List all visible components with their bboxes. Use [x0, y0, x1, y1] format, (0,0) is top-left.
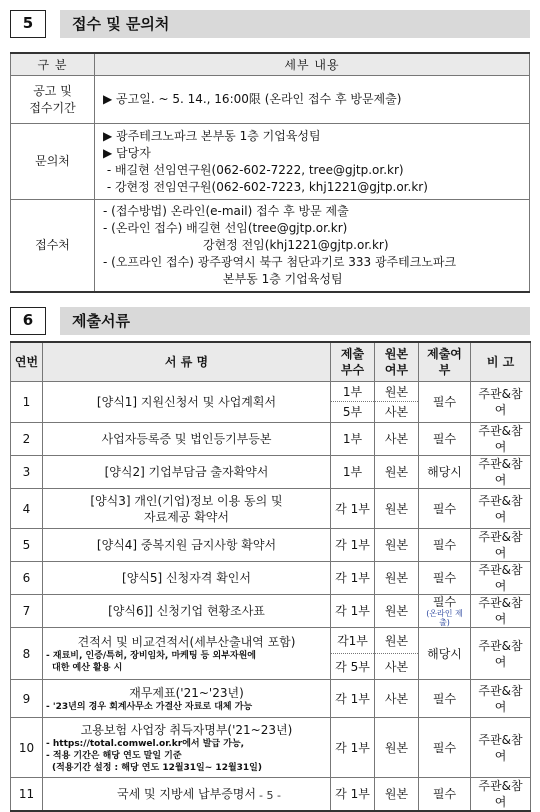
row-count: 각 1부	[331, 595, 375, 628]
row-name-line: 재무제표('21~'23년)	[129, 685, 244, 700]
row-note: (적용기간 설정 : 해당 연도 12월31일~ 12월31일)	[52, 762, 262, 773]
submit-note: (온라인 제출)	[426, 608, 463, 627]
table-row	[11, 595, 531, 628]
row-submit	[419, 595, 471, 628]
row-label: 접수처	[11, 200, 95, 292]
row-original: 원본	[375, 529, 419, 562]
row-name: [양식5] 신청자격 확인서	[43, 562, 331, 595]
body-line: ▶ 광주테크노파크 본부동 1층 기업육성팀	[103, 128, 321, 143]
row-note: - https://total.comwel.or.kr에서 발급 가능,	[46, 738, 245, 749]
col-header-category: 구 분	[11, 53, 95, 76]
table-header-row	[11, 53, 530, 76]
table-row	[11, 382, 531, 402]
row-note: - 적용 기간은 해당 연도 말일 기준	[46, 750, 182, 761]
row-no: 9	[11, 680, 43, 718]
row-count: 각 5부	[331, 654, 375, 680]
row-label-line: 공고 및	[33, 83, 72, 98]
row-remark: 주관&참여	[471, 628, 531, 680]
table-row	[11, 76, 530, 124]
row-name	[43, 628, 331, 680]
row-remark: 주관&참여	[471, 778, 531, 812]
row-submit: 필수	[419, 778, 471, 812]
row-submit: 필수	[419, 423, 471, 456]
row-remark: 주관&참여	[471, 562, 531, 595]
row-submit: 필수	[419, 382, 471, 423]
row-no: 5	[11, 529, 43, 562]
row-remark: 주관&참여	[471, 382, 531, 423]
row-body	[95, 200, 530, 292]
submit-value: 필수	[432, 594, 457, 609]
row-no: 11	[11, 778, 43, 812]
row-no: 1	[11, 382, 43, 423]
col-header-no: 연번	[11, 342, 43, 382]
row-remark: 주관&참여	[471, 456, 531, 489]
row-original: 원본	[375, 718, 419, 778]
table-row	[11, 489, 531, 529]
row-name	[43, 680, 331, 718]
row-original: 사본	[375, 680, 419, 718]
table-row	[11, 628, 531, 654]
row-no: 4	[11, 489, 43, 529]
section-title: 접수 및 문의처	[60, 10, 530, 38]
row-remark: 주관&참여	[471, 595, 531, 628]
row-name: [양식1] 지원신청서 및 사업계획서	[43, 382, 331, 423]
section-number: 6	[10, 307, 46, 335]
documents-table	[10, 341, 531, 812]
row-no: 3	[11, 456, 43, 489]
row-submit: 필수	[419, 718, 471, 778]
row-original: 원본	[375, 456, 419, 489]
row-body	[95, 76, 530, 124]
table-row	[11, 680, 531, 718]
row-label: 문의처	[11, 124, 95, 200]
row-name: 사업자등록증 및 법인등기부등본	[43, 423, 331, 456]
row-count: 각 1부	[331, 680, 375, 718]
section-5-header	[10, 10, 530, 38]
body-line: - (오프라인 접수) 광주광역시 북구 첨단과기로 333 광주테크노파크	[103, 254, 457, 269]
row-submit: 해당시	[419, 456, 471, 489]
body-line: - 배길현 선임연구원(062-602-7222, tree@gjtp.or.kr)	[103, 162, 404, 177]
col-header-name: 서 류 명	[43, 342, 331, 382]
col-header-original: 원본 여부	[375, 342, 419, 382]
row-name-line: 견적서 및 비교견적서(세부산출내역 포함)	[77, 634, 296, 649]
contact-table	[10, 52, 530, 293]
row-no: 6	[11, 562, 43, 595]
row-count: 각 1부	[331, 562, 375, 595]
row-remark: 주관&참여	[471, 423, 531, 456]
table-row	[11, 124, 530, 200]
row-name-line: [양식3] 개인(기업)정보 이용 동의 및	[90, 493, 283, 508]
row-name-line: 자료제공 확약서	[144, 509, 229, 524]
body-line: 본부동 1층 기업육성팀	[223, 271, 343, 286]
row-original: 원본	[375, 778, 419, 812]
row-count: 각1부	[331, 628, 375, 654]
row-no: 2	[11, 423, 43, 456]
row-no: 10	[11, 718, 43, 778]
table-row	[11, 200, 530, 292]
row-original: 원본	[375, 489, 419, 529]
body-line: 강현정 전임(khj1221@gjtp.or.kr)	[203, 237, 389, 252]
row-submit: 해당시	[419, 628, 471, 680]
section-6-header	[10, 307, 530, 335]
row-no: 7	[11, 595, 43, 628]
body-line: - (접수방법) 온라인(e-mail) 접수 후 방문 제출	[103, 203, 349, 218]
row-original: 원본	[375, 595, 419, 628]
col-header-details: 세부 내용	[95, 53, 530, 76]
row-count: 각 1부	[331, 489, 375, 529]
row-name: [양식2] 기업부담금 출자확약서	[43, 456, 331, 489]
row-name	[43, 489, 331, 529]
row-original: 원본	[375, 562, 419, 595]
row-count: 각 1부	[331, 529, 375, 562]
row-remark: 주관&참여	[471, 489, 531, 529]
row-count: 각 1부	[331, 718, 375, 778]
row-remark: 주관&참여	[471, 718, 531, 778]
body-line: ▶ 공고일. ~ 5. 14., 16:00限 (온라인 접수 후 방문제출)	[103, 92, 402, 106]
table-row	[11, 529, 531, 562]
row-no: 8	[11, 628, 43, 680]
row-note: 대한 예산 활용 시	[52, 662, 123, 673]
col-header-submit: 제출여부	[419, 342, 471, 382]
row-body	[95, 124, 530, 200]
row-name: 국세 및 지방세 납부증명서	[43, 778, 331, 812]
table-row	[11, 456, 531, 489]
row-submit: 필수	[419, 562, 471, 595]
row-note: - 재료비, 인증/특허, 장비임차, 마케팅 등 외부자원에	[46, 650, 256, 661]
table-row	[11, 562, 531, 595]
row-count: 각 1부	[331, 778, 375, 812]
row-original: 사본	[375, 423, 419, 456]
table-header-row	[11, 342, 531, 382]
row-original: 사본	[375, 654, 419, 680]
row-count: 1부	[331, 382, 375, 402]
row-count: 5부	[331, 402, 375, 423]
row-count: 1부	[331, 456, 375, 489]
body-line: - (온라인 접수) 배길현 선임(tree@gjtp.or.kr)	[103, 220, 348, 235]
row-submit: 필수	[419, 489, 471, 529]
row-count: 1부	[331, 423, 375, 456]
row-original: 원본	[375, 628, 419, 654]
row-note: - '23년의 경우 회계사무소 가결산 자료로 대체 가능	[46, 701, 253, 712]
row-label-line: 접수기간	[29, 100, 76, 115]
row-name: [양식6]] 신청기업 현황조사표	[43, 595, 331, 628]
col-header-count: 제출 부수	[331, 342, 375, 382]
body-line: ▶ 담당자	[103, 145, 151, 160]
section-title: 제출서류	[60, 307, 530, 335]
body-line: - 강현정 전임연구원(062-602-7223, khj1221@gjtp.or.kr)	[103, 179, 428, 194]
row-submit: 필수	[419, 529, 471, 562]
row-remark: 주관&참여	[471, 529, 531, 562]
row-label	[11, 76, 95, 124]
row-remark: 주관&참여	[471, 680, 531, 718]
row-name	[43, 718, 331, 778]
row-name-line: 고용보험 사업장 취득자명부('21~23년)	[80, 722, 293, 737]
col-header-remark: 비 고	[471, 342, 531, 382]
row-name: [양식4] 중복지원 금지사항 확약서	[43, 529, 331, 562]
table-row	[11, 423, 531, 456]
page-number: - 5 -	[259, 789, 281, 802]
section-number: 5	[10, 10, 46, 38]
row-original: 원본	[375, 382, 419, 402]
row-submit: 필수	[419, 680, 471, 718]
table-row	[11, 718, 531, 778]
row-original: 사본	[375, 402, 419, 423]
